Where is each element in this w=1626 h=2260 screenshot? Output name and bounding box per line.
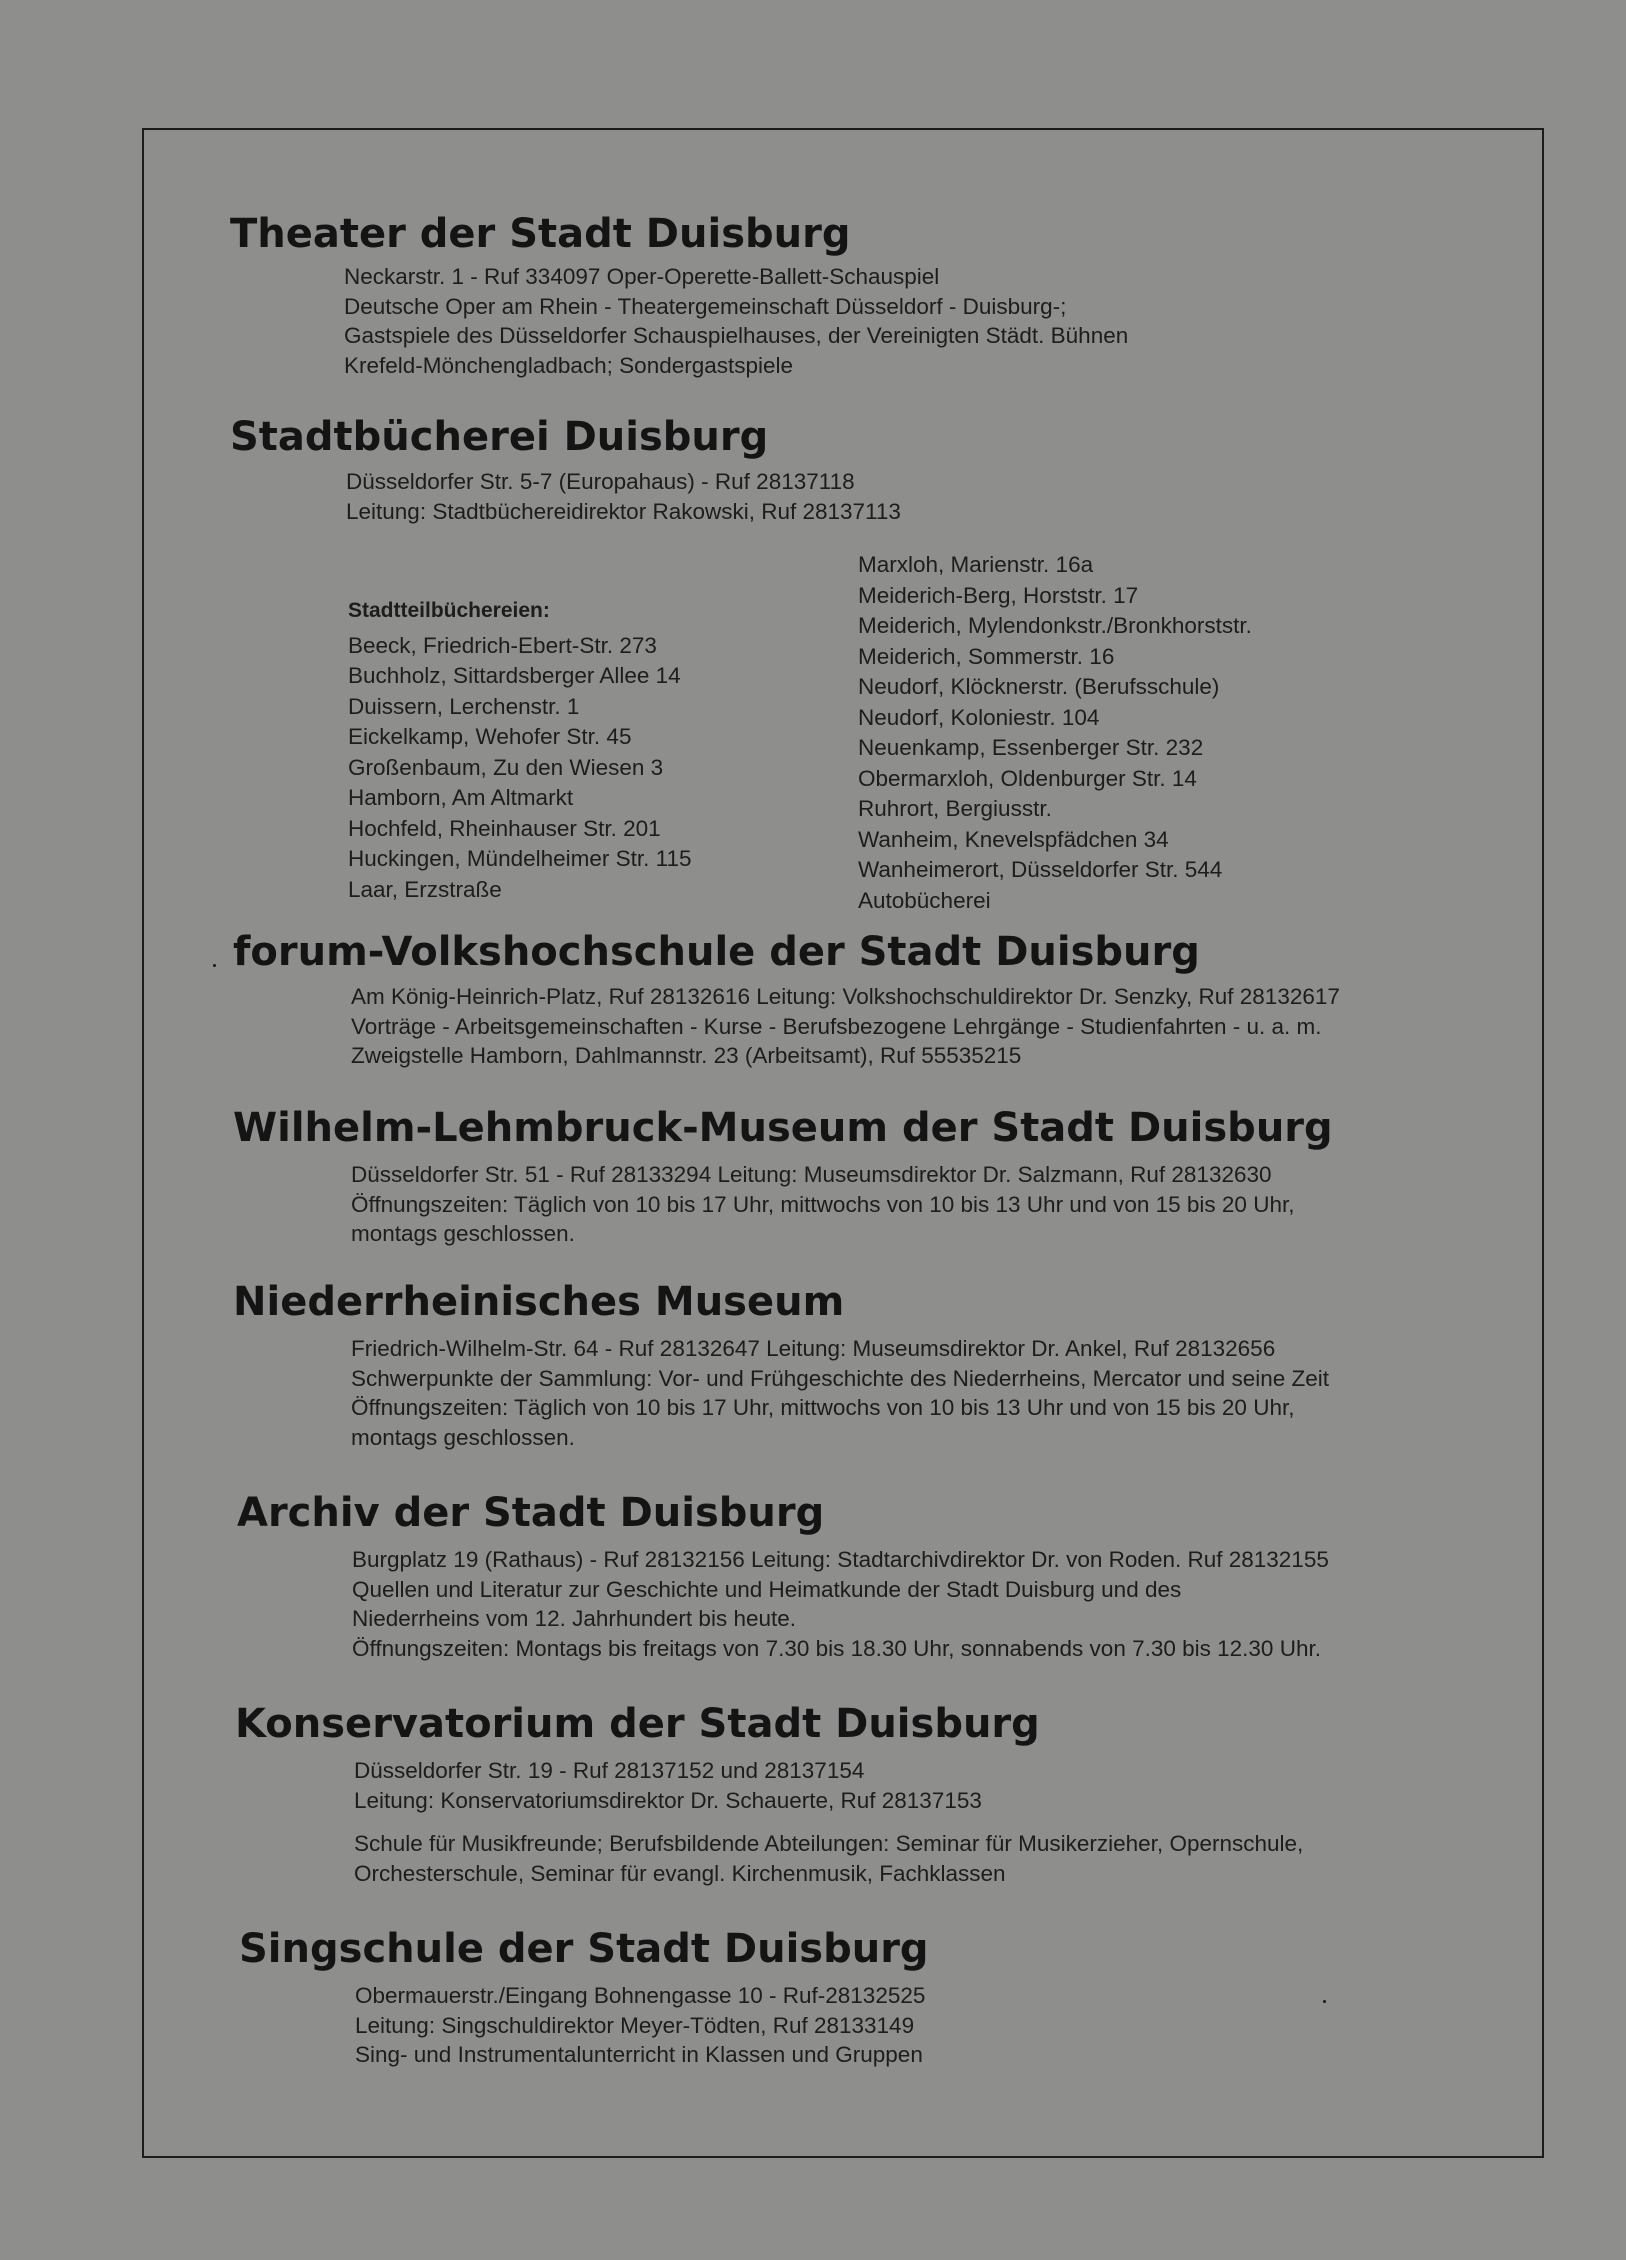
text-line: montags geschlossen.	[351, 1221, 575, 1246]
branch-item: Wanheim, Knevelspfädchen 34	[858, 826, 1169, 852]
text-line: Leitung: Konservatoriumsdirektor Dr. Schauerte, Ruf 28137153	[354, 1787, 982, 1813]
section-title: Theater der Stadt Duisburg	[230, 211, 851, 257]
text-line: Neckarstr. 1 - Ruf 334097 Oper-Operette-Ballett-Schauspiel	[344, 264, 940, 289]
branches-heading: Stadtteilbüchereien:	[348, 599, 550, 622]
branch-item: Ruhrort, Bergiusstr.	[858, 796, 1052, 821]
text-line: Niederrheins vom 12. Jahrhundert bis heute.	[352, 1606, 797, 1631]
section-lehmbruck-museum	[233, 1104, 1333, 1249]
section-singschule	[239, 1925, 929, 2070]
section-title: Stadtbücherei Duisburg	[230, 414, 769, 460]
text-line: Sing- und Instrumentalunterricht in Klassen und Gruppen	[355, 2042, 923, 2067]
text-line: Leitung: Stadtbüchereidirektor Rakowski, Ruf 28137113	[346, 498, 901, 524]
text-line: Burgplatz 19 (Rathaus) - Ruf 28132156 Leitung: Stadtarchivdirektor Dr. von Roden. Ruf 28132155	[352, 1547, 1329, 1572]
stray-dot	[1323, 2000, 1326, 2003]
stray-dot	[213, 964, 216, 967]
branch-item: Obermarxloh, Oldenburger Str. 14	[858, 765, 1197, 791]
branch-item: Autobücherei	[858, 887, 991, 913]
section-niederrheinisches-museum	[233, 1278, 1329, 1452]
text-line: Friedrich-Wilhelm-Str. 64 - Ruf 28132647 Leitung: Museumsdirektor Dr. Ankel, Ruf 28132656	[351, 1336, 1276, 1361]
text-line: Deutsche Oper am Rhein - Theatergemeinschaft Düsseldorf - Duisburg-;	[344, 293, 1067, 319]
section-theater	[230, 210, 1128, 380]
section-volkshochschule	[233, 928, 1340, 1071]
section-title: Wilhelm-Lehmbruck-Museum der Stadt Duisburg	[233, 1105, 1333, 1151]
branches-left-column	[348, 596, 692, 905]
branch-item: Neudorf, Klöcknerstr. (Berufsschule)	[858, 674, 1220, 699]
text-line: Öffnungszeiten: Montags bis freitags von 7.30 bis 18.30 Uhr, sonnabends von 7.30 bis 12.30 Uhr.	[352, 1635, 1321, 1661]
branch-item: Meiderich, Mylendonkstr./Bronkhorststr.	[858, 613, 1252, 638]
text-line: Vorträge - Arbeitsgemeinschaften - Kurse - Berufsbezogene Lehrgänge - Studienfahrten - u. a. m.	[351, 1013, 1322, 1039]
branch-item: Neuenkamp, Essenberger Str. 232	[858, 735, 1204, 760]
text-line: Am König-Heinrich-Platz, Ruf 28132616 Leitung: Volkshochschuldirektor Dr. Senzky, Ruf 28132617	[351, 984, 1340, 1009]
branch-item: Eickelkamp, Wehofer Str. 45	[348, 724, 632, 749]
branch-item: Duissern, Lerchenstr. 1	[348, 693, 580, 719]
branch-item: Laar, Erzstraße	[348, 876, 502, 902]
section-archiv	[237, 1489, 1329, 1663]
branch-item: Beeck, Friedrich-Ebert-Str. 273	[348, 632, 657, 658]
text-line: Gastspiele des Düsseldorfer Schauspielhauses, der Vereinigten Städt. Bühnen	[344, 323, 1129, 348]
section-title: Singschule der Stadt Duisburg	[239, 1926, 929, 1972]
text-line: Zweigstelle Hamborn, Dahlmannstr. 23 (Arbeitsamt), Ruf 55535215	[351, 1043, 1022, 1068]
branch-item: Neudorf, Koloniestr. 104	[858, 704, 1100, 730]
text-line: Schwerpunkte der Sammlung: Vor- und Frühgeschichte des Niederrheins, Mercator und seine Zeit	[351, 1365, 1329, 1391]
section-stadtbuecherei	[230, 413, 901, 526]
branch-item: Wanheimerort, Düsseldorfer Str. 544	[858, 857, 1223, 882]
text-line: Krefeld-Mönchengladbach; Sondergastspiele	[344, 352, 794, 378]
text-line: Düsseldorfer Str. 51 - Ruf 28133294 Leitung: Museumsdirektor Dr. Salzmann, Ruf 28132630	[351, 1162, 1272, 1187]
branch-item: Hamborn, Am Altmarkt	[348, 785, 574, 810]
text-line: montags geschlossen.	[351, 1424, 575, 1450]
text-line: Obermauerstr./Eingang Bohnengasse 10 - Ruf-28132525	[355, 1983, 926, 2008]
text-line: Orchesterschule, Seminar für evangl. Kirchenmusik, Fachklassen	[354, 1860, 1006, 1886]
branch-item: Huckingen, Mündelheimer Str. 115	[348, 846, 692, 871]
branch-item: Meiderich-Berg, Horststr. 17	[858, 582, 1139, 608]
text-line: Düsseldorfer Str. 5-7 (Europahaus) - Ruf 28137118	[346, 469, 855, 494]
branch-item: Meiderich, Sommerstr. 16	[858, 643, 1115, 669]
text-line: Schule für Musikfreunde; Berufsbildende Abteilungen: Seminar für Musikerzieher, Opernschule,	[354, 1831, 1304, 1856]
text-line: Öffnungszeiten: Täglich von 10 bis 17 Uhr, mittwochs von 10 bis 13 Uhr und von 15 bis 20 Uhr,	[351, 1191, 1295, 1217]
branch-item: Buchholz, Sittardsberger Allee 14	[348, 663, 681, 688]
section-konservatorium	[235, 1700, 1303, 1888]
section-title: forum-Volkshochschule der Stadt Duisburg	[233, 929, 1200, 975]
branch-item: Marxloh, Marienstr. 16a	[858, 552, 1094, 577]
text-line: Quellen und Literatur zur Geschichte und Heimatkunde der Stadt Duisburg und des	[352, 1576, 1182, 1602]
section-title: Konservatorium der Stadt Duisburg	[235, 1701, 1040, 1747]
branches-right-column	[858, 550, 1252, 916]
text-line: Öffnungszeiten: Täglich von 10 bis 17 Uhr, mittwochs von 10 bis 13 Uhr und von 15 bis 20 Uhr,	[351, 1395, 1295, 1420]
branch-item: Hochfeld, Rheinhauser Str. 201	[348, 815, 661, 841]
section-title: Archiv der Stadt Duisburg	[237, 1490, 825, 1536]
text-line: Düsseldorfer Str. 19 - Ruf 28137152 und 28137154	[354, 1758, 865, 1783]
text-line: Leitung: Singschuldirektor Meyer-Tödten, Ruf 28133149	[355, 2012, 915, 2038]
section-title: Niederrheinisches Museum	[233, 1279, 845, 1325]
branch-item: Großenbaum, Zu den Wiesen 3	[348, 754, 664, 780]
